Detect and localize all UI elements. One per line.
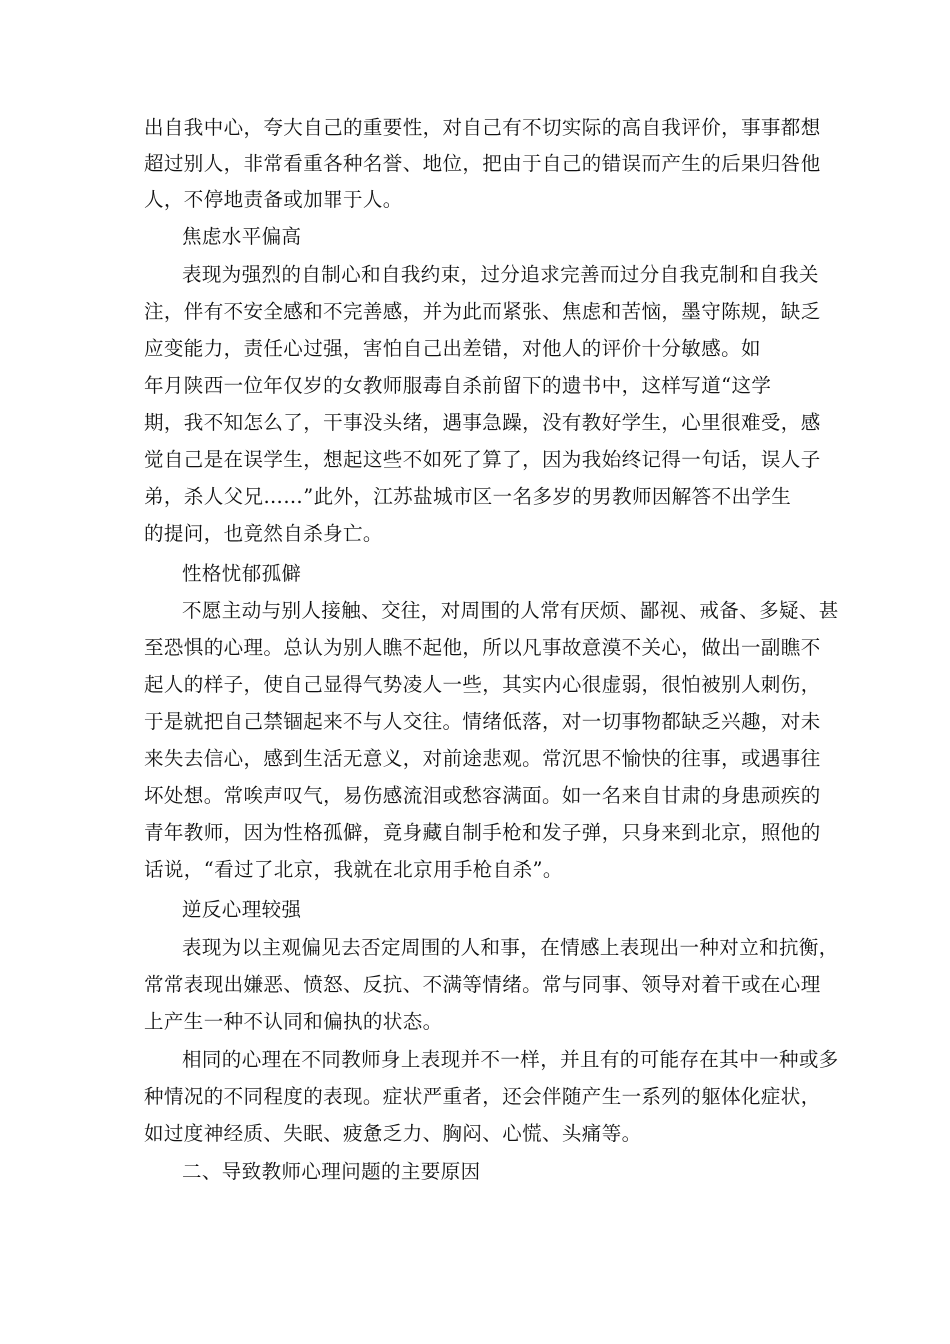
paragraph-line: 超过别人，非常看重各种名誉、地位，把由于自己的错误而产生的后果归咎他 [144,152,821,175]
paragraph-line: 起人的样子，使自己显得气势凌人一些，其实内心很虚弱，很怕被别人刺伤， [144,673,821,696]
paragraph-line: 于是就把自己禁锢起来不与人交往。情绪低落，对一切事物都缺乏兴趣，对未 [144,710,821,733]
paragraph-line: 弟，杀人父兄……”此外，江苏盐城市区一名多岁的男教师因解答不出学生 [144,485,792,508]
paragraph-line: 注，伴有不安全感和不完善感，并为此而紧张、焦虑和苦恼，墨守陈规，缺乏 [144,300,821,323]
paragraph-line: 人，不停地责备或加罪于人。 [144,188,403,211]
section-heading-melancholy: 性格忧郁孤僻 [182,562,302,585]
paragraph-line: 话说，“看过了北京，我就在北京用手枪自杀”。 [144,858,563,881]
section-heading-anxiety: 焦虑水平偏高 [182,225,302,248]
paragraph-line: 不愿主动与别人接触、交往，对周围的人常有厌烦、鄙视、戒备、多疑、甚 [182,599,839,622]
paragraph-line: 期，我不知怎么了，干事没头绪，遇事急躁，没有教好学生，心里很难受，感 [144,411,821,434]
section-heading-causes: 二、导致教师心理问题的主要原因 [182,1160,481,1183]
paragraph-line: 表现为强烈的自制心和自我约束，过分追求完善而过分自我克制和自我关 [182,263,819,286]
paragraph-line: 至恐惧的心理。总认为别人瞧不起他，所以凡事故意漠不关心，做出一副瞧不 [144,636,821,659]
paragraph-line: 相同的心理在不同教师身上表现并不一样，并且有的可能存在其中一种或多 [182,1048,839,1071]
paragraph-line: 青年教师，因为性格孤僻，竟身藏自制手枪和发子弹，只身来到北京，照他的 [144,821,821,844]
paragraph-line: 坏处想。常唉声叹气，易伤感流泪或愁容满面。如一名来自甘肃的身患顽疾的 [144,784,821,807]
paragraph-line: 出自我中心，夸大自己的重要性，对自己有不切实际的高自我评价，事事都想 [144,116,821,139]
paragraph-line: 觉自己是在误学生，想起这些不如死了算了，因为我始终记得一句话，误人子 [144,448,821,471]
paragraph-line: 如过度神经质、失眠、疲惫乏力、胸闷、心慌、头痛等。 [144,1122,642,1145]
paragraph-line: 年月陕西一位年仅岁的女教师服毒自杀前留下的遗书中，这样写道“这学 [144,374,772,397]
paragraph-line: 常常表现出嫌恶、愤怒、反抗、不满等情绪。常与同事、领导对着干或在心理 [144,973,821,996]
paragraph-line: 的提问，也竟然自杀身亡。 [144,522,383,545]
paragraph-line: 表现为以主观偏见去否定周围的人和事，在情感上表现出一种对立和抗衡， [182,936,839,959]
section-heading-rebellion: 逆反心理较强 [182,898,302,921]
paragraph-line: 种情况的不同程度的表现。症状严重者，还会伴随产生一系列的躯体化症状， [144,1085,821,1108]
paragraph-line: 来失去信心，感到生活无意义，对前途悲观。常沉思不愉快的往事，或遇事往 [144,747,821,770]
paragraph-line: 应变能力，责任心过强，害怕自己出差错，对他人的评价十分敏感。如 [144,337,761,360]
paragraph-line: 上产生一种不认同和偏执的状态。 [144,1010,443,1033]
